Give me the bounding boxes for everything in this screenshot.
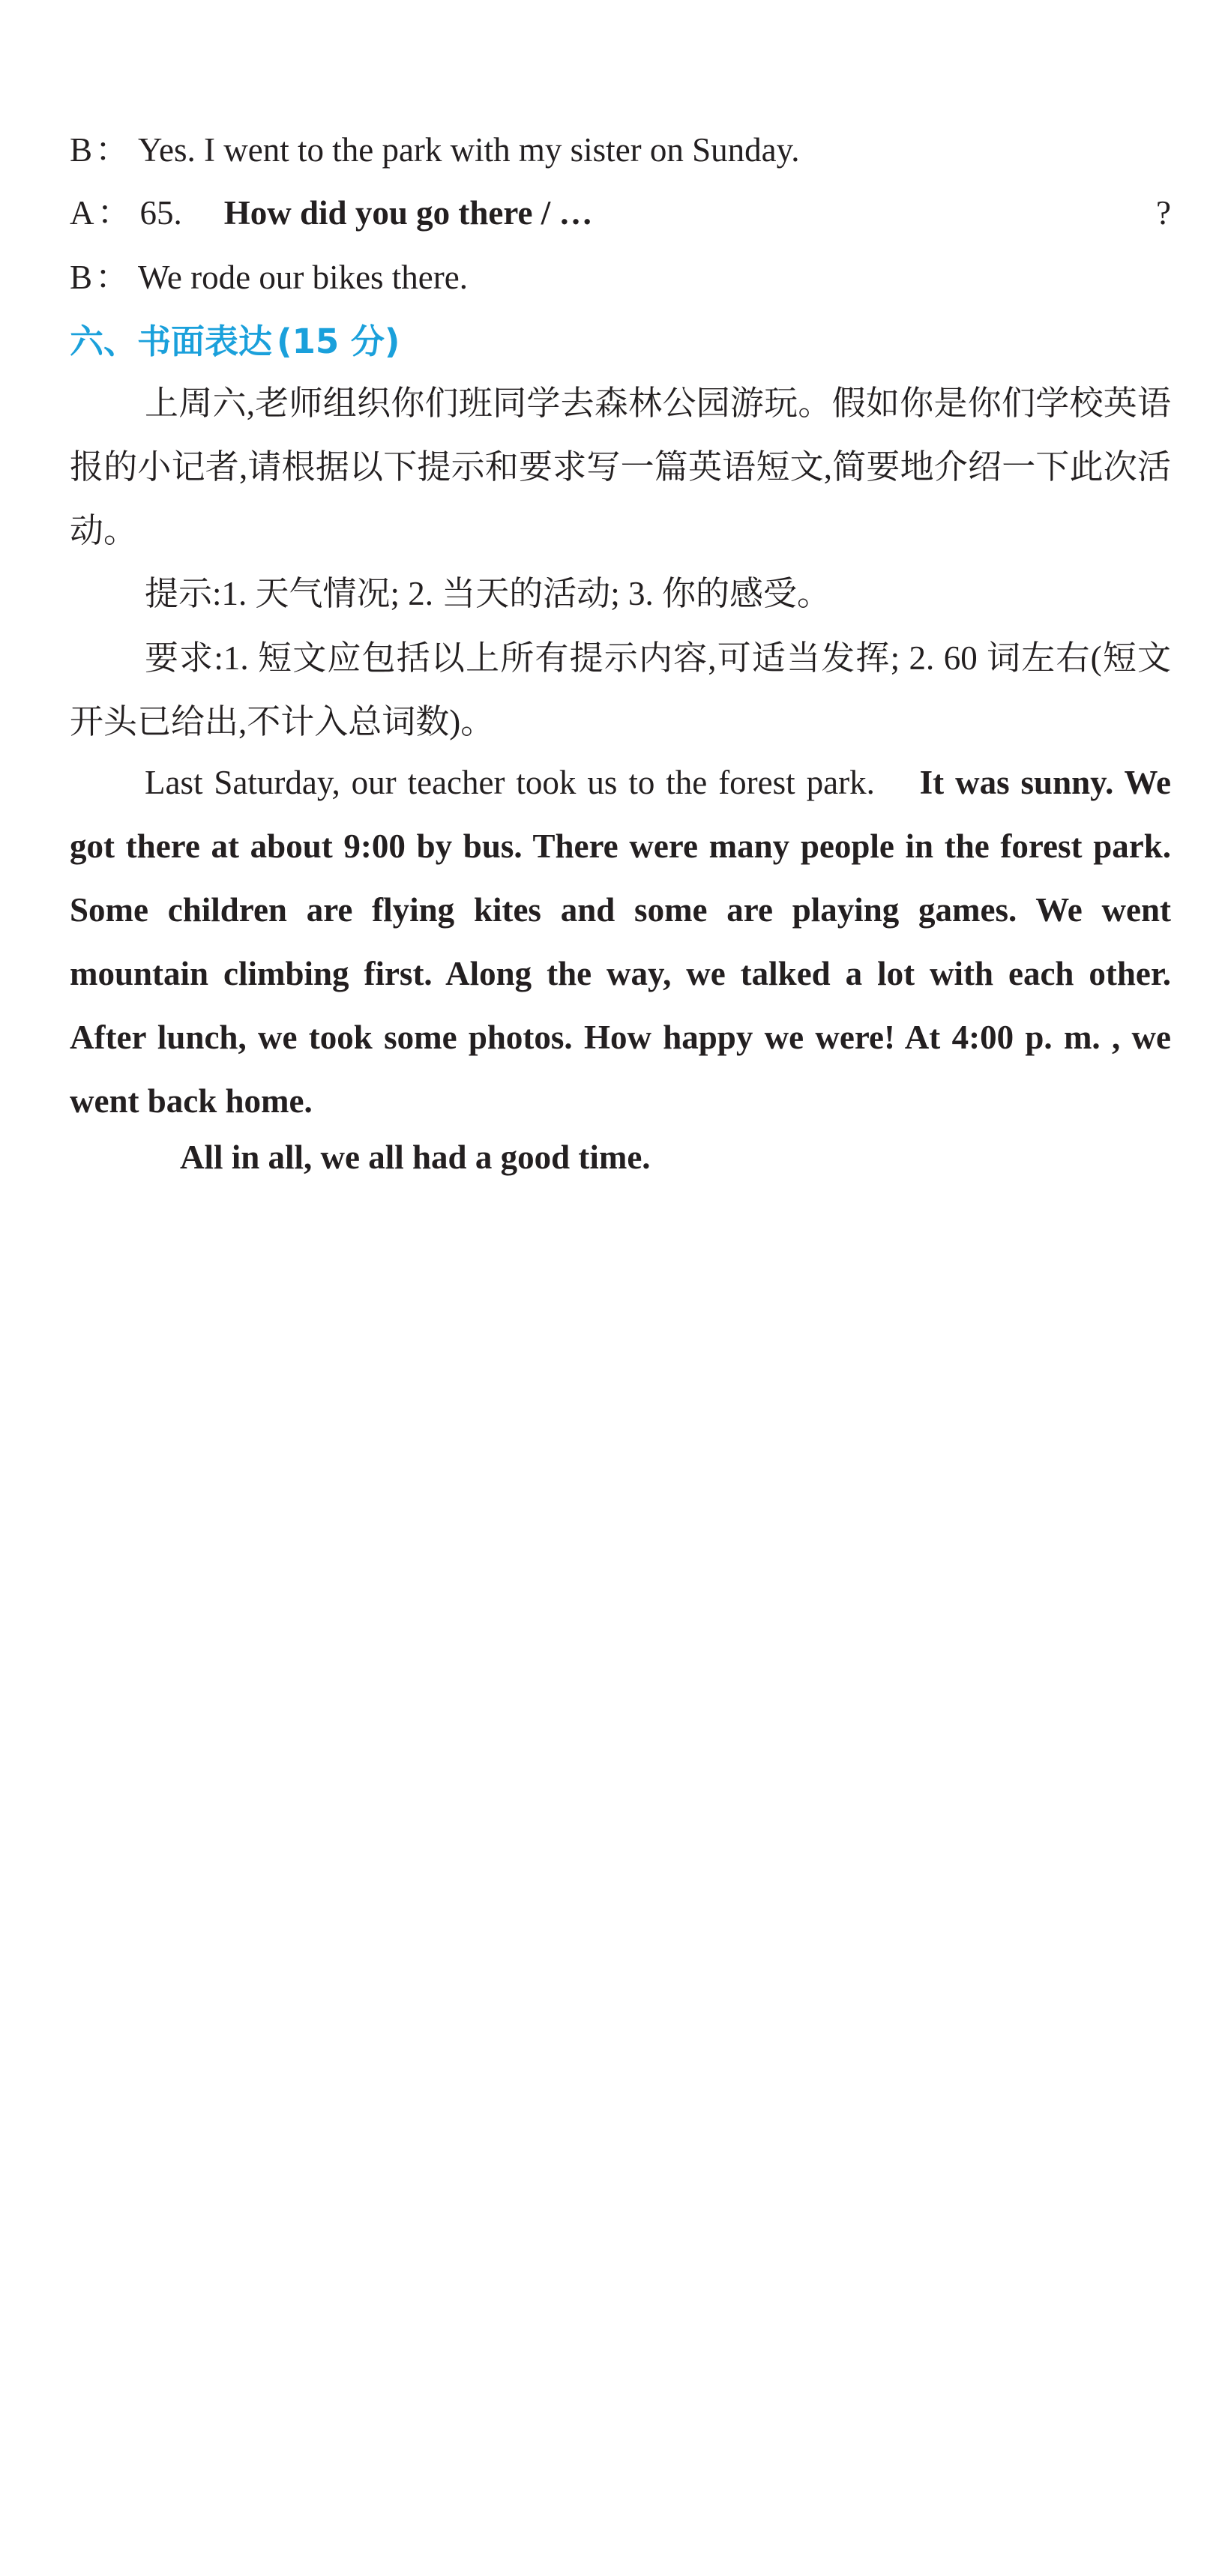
speaker-colon: ： xyxy=(97,194,131,232)
dialogue-text: Yes. I went to the park with my sister on Sunday. xyxy=(138,131,800,169)
essay-answer xyxy=(70,751,1171,1133)
question-number: 65. xyxy=(139,194,182,232)
dialogue-text: We rode our bikes there. xyxy=(138,259,468,296)
speaker-colon: ： xyxy=(95,131,130,169)
question-mark: ? xyxy=(1156,194,1171,232)
essay-given-opening: Last Saturday, our teacher took us to the forest park. xyxy=(145,764,875,801)
task-requirements: 要求:1. 短文应包括以上所有提示内容,可适当发挥; 2. 60 词左右(短文开头已给出,不计入总词数)。 xyxy=(70,639,1171,740)
dialogue-line-b-2 xyxy=(70,255,1171,300)
dialogue-line-b-1 xyxy=(70,127,1171,172)
section-score: (15 分) xyxy=(277,322,400,361)
answer-text: How did you go there / … xyxy=(223,194,593,232)
section-heading xyxy=(70,319,400,364)
dialogue-line-a xyxy=(70,190,1171,235)
task-hints: 提示:1. 天气情况; 2. 当天的活动; 3. 你的感受。 xyxy=(145,575,831,612)
speaker-label: A xyxy=(70,194,94,232)
speaker-colon: ： xyxy=(95,259,130,296)
speaker-label: B xyxy=(70,131,93,169)
task-prompt: 上周六,老师组织你们班同学去森林公园游玩。假如你是你们学校英语报的小记者,请根据以下提示和要求写一篇英语短文,简要地介绍一下此次活动。 xyxy=(70,384,1171,549)
section-title: 六、书面表达 xyxy=(70,322,273,361)
essay-body: It was sunny. We got there at about 9:00 by bus. There were many people in the forest park. Some children are flying kites and some are playing games. We went mountain climbing first. Along the way, we talked a lot with each other. After lunch, we took some photos. How happy we were! At 4:00 p. m. , we went back home. xyxy=(70,764,1172,1120)
essay-closing: All in all, we all had a good time. xyxy=(180,1138,651,1176)
speaker-label: B xyxy=(70,259,93,296)
